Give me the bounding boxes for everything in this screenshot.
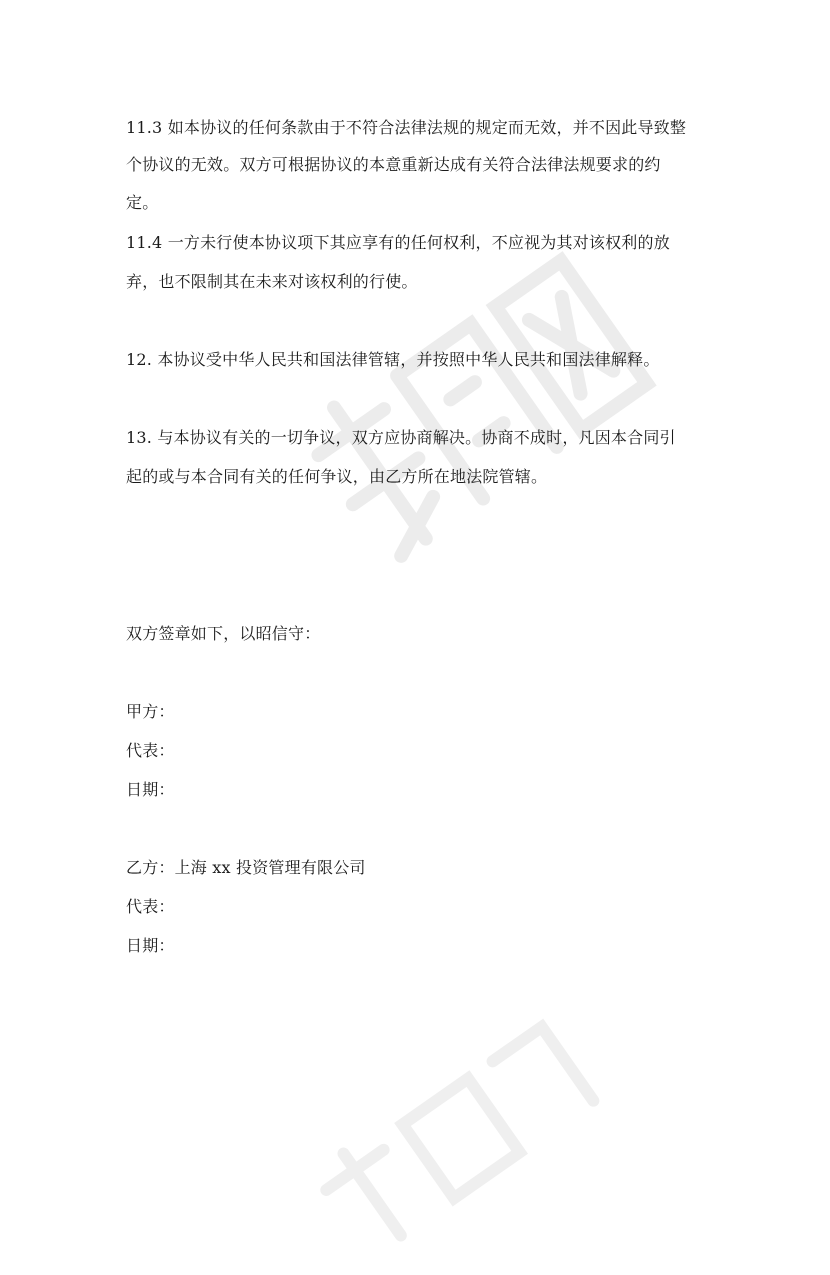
clause-11-3-line-3: 定。	[126, 193, 159, 212]
clause-11-3-line-1: 11.3 如本协议的任何条款由于不符合法律法规的规定而无效，并不因此导致整	[126, 118, 687, 137]
watermark-logo-bottom	[293, 1005, 608, 1275]
party-b-date: 日期：	[126, 936, 175, 955]
party-a-date: 日期：	[126, 780, 175, 799]
clause-12-line-1: 12. 本协议受中华人民共和国法律管辖，并按照中华人民共和国法律解释。	[126, 350, 660, 369]
clause-13-line-1: 13. 与本协议有关的一切争议，双方应协商解决。协商不成时，凡因本合同引	[126, 428, 676, 447]
clause-13-line-2: 起的或与本合同有关的任何争议，由乙方所在地法院管辖。	[126, 467, 548, 486]
signature-intro: 双方签章如下，以昭信守：	[126, 624, 321, 643]
party-a-representative: 代表：	[126, 741, 175, 760]
party-b-representative: 代表：	[126, 897, 175, 916]
clause-11-4-line-2: 弃，也不限制其在未来对该权利的行使。	[126, 272, 418, 291]
clause-11-4-line-1: 11.4 一方未行使本协议项下其应享有的任何权利，不应视为其对该权利的放	[126, 233, 670, 252]
party-b-label: 乙方：上海 xx 投资管理有限公司	[126, 858, 366, 877]
party-a-label: 甲方：	[126, 702, 175, 721]
clause-11-3-line-2: 个协议的无效。双方可根据协议的本意重新达成有关符合法律法规要求的约	[126, 155, 661, 174]
